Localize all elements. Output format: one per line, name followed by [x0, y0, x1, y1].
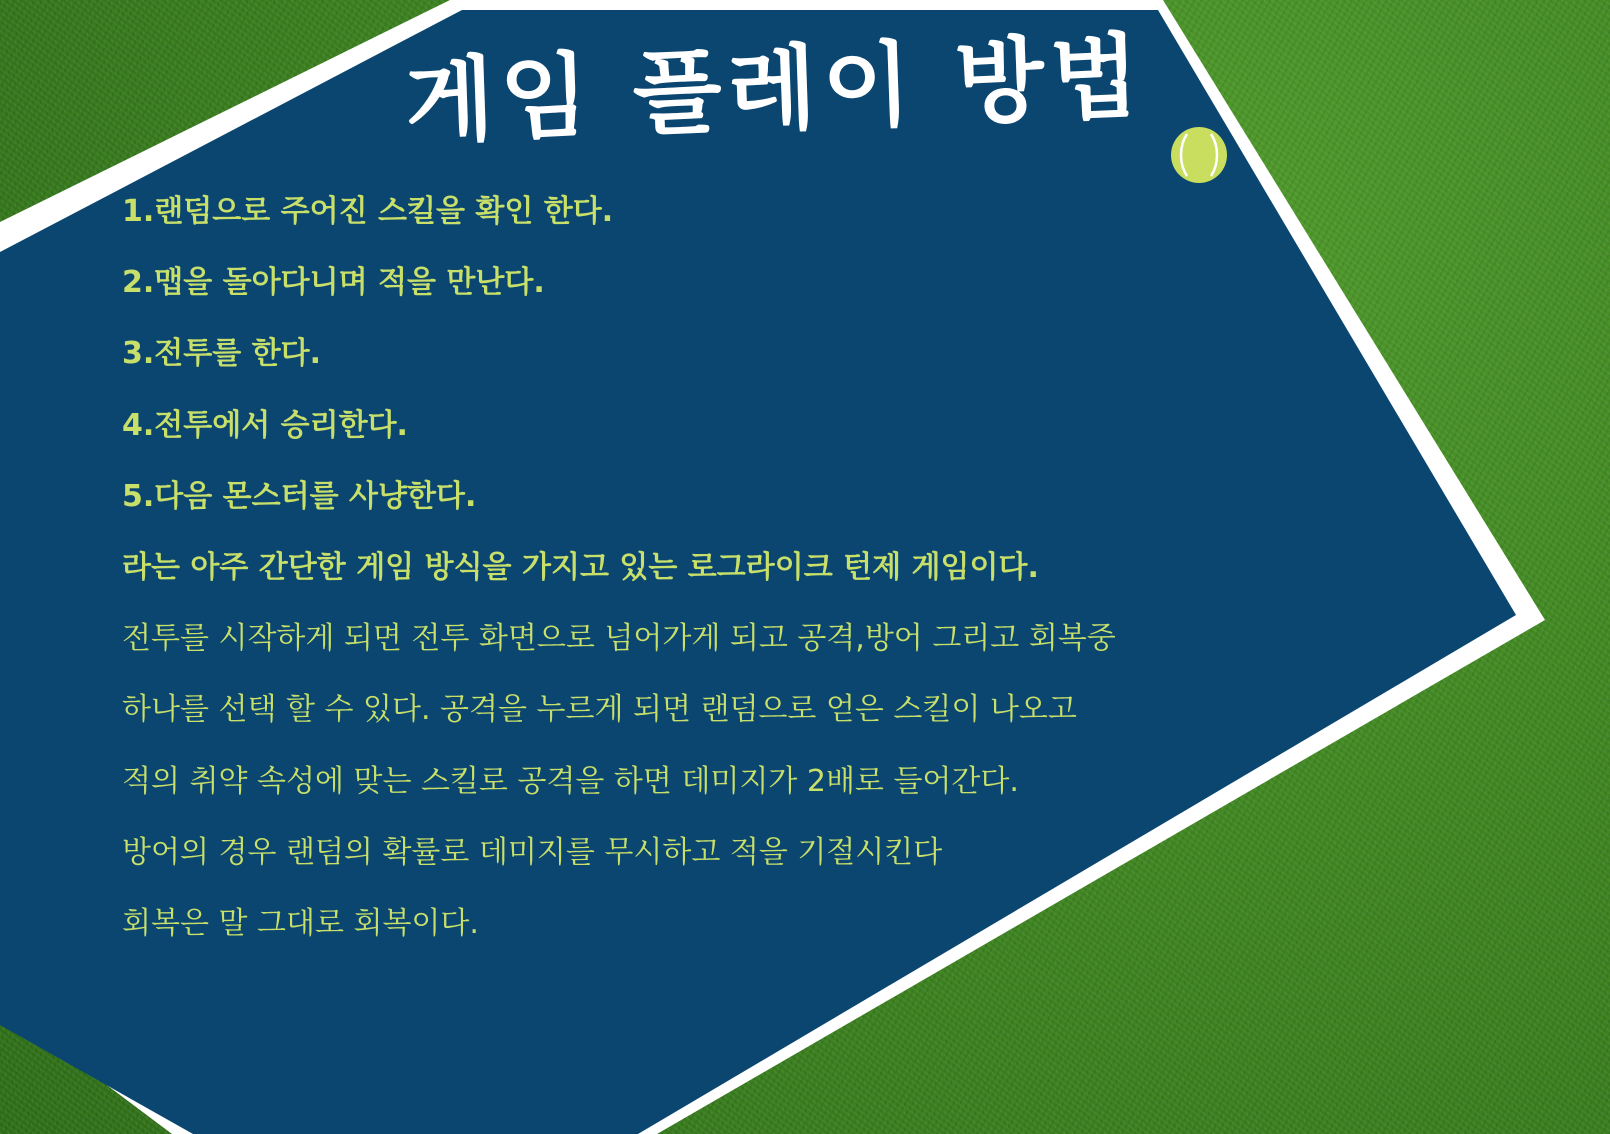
- description-line: 방어의 경우 랜덤의 확률로 데미지를 무시하고 적을 기절시킨다: [122, 834, 943, 870]
- summary-line: 라는 아주 간단한 게임 방식을 가지고 있는 로그라이크 턴제 게임이다.: [122, 549, 1039, 585]
- step-item: 4.전투에서 승리한다.: [122, 407, 408, 443]
- description-line: 전투를 시작하게 되면 전투 화면으로 넘어가게 되고 공격,방어 그리고 회복중: [122, 621, 1116, 657]
- rules-content: [122, 176, 1242, 959]
- description-line: 회복은 말 그대로 회복이다.: [122, 905, 479, 941]
- step-item: 3.전투를 한다.: [122, 336, 322, 372]
- page-title: 게임 플레이 방법: [403, 23, 1147, 156]
- step-item: 5.다음 몬스터를 사냥한다.: [122, 478, 477, 514]
- description-line: 하나를 선택 할 수 있다. 공격을 누르게 되면 랜덤으로 얻은 스킬이 나오고: [122, 692, 1077, 728]
- description-line: 적의 취약 속성에 맞는 스킬로 공격을 하면 데미지가 2배로 들어간다.: [122, 763, 1019, 799]
- step-item: 2.맵을 돌아다니며 적을 만난다.: [122, 265, 545, 301]
- step-item: 1.랜덤으로 주어진 스킬을 확인 한다.: [122, 194, 614, 229]
